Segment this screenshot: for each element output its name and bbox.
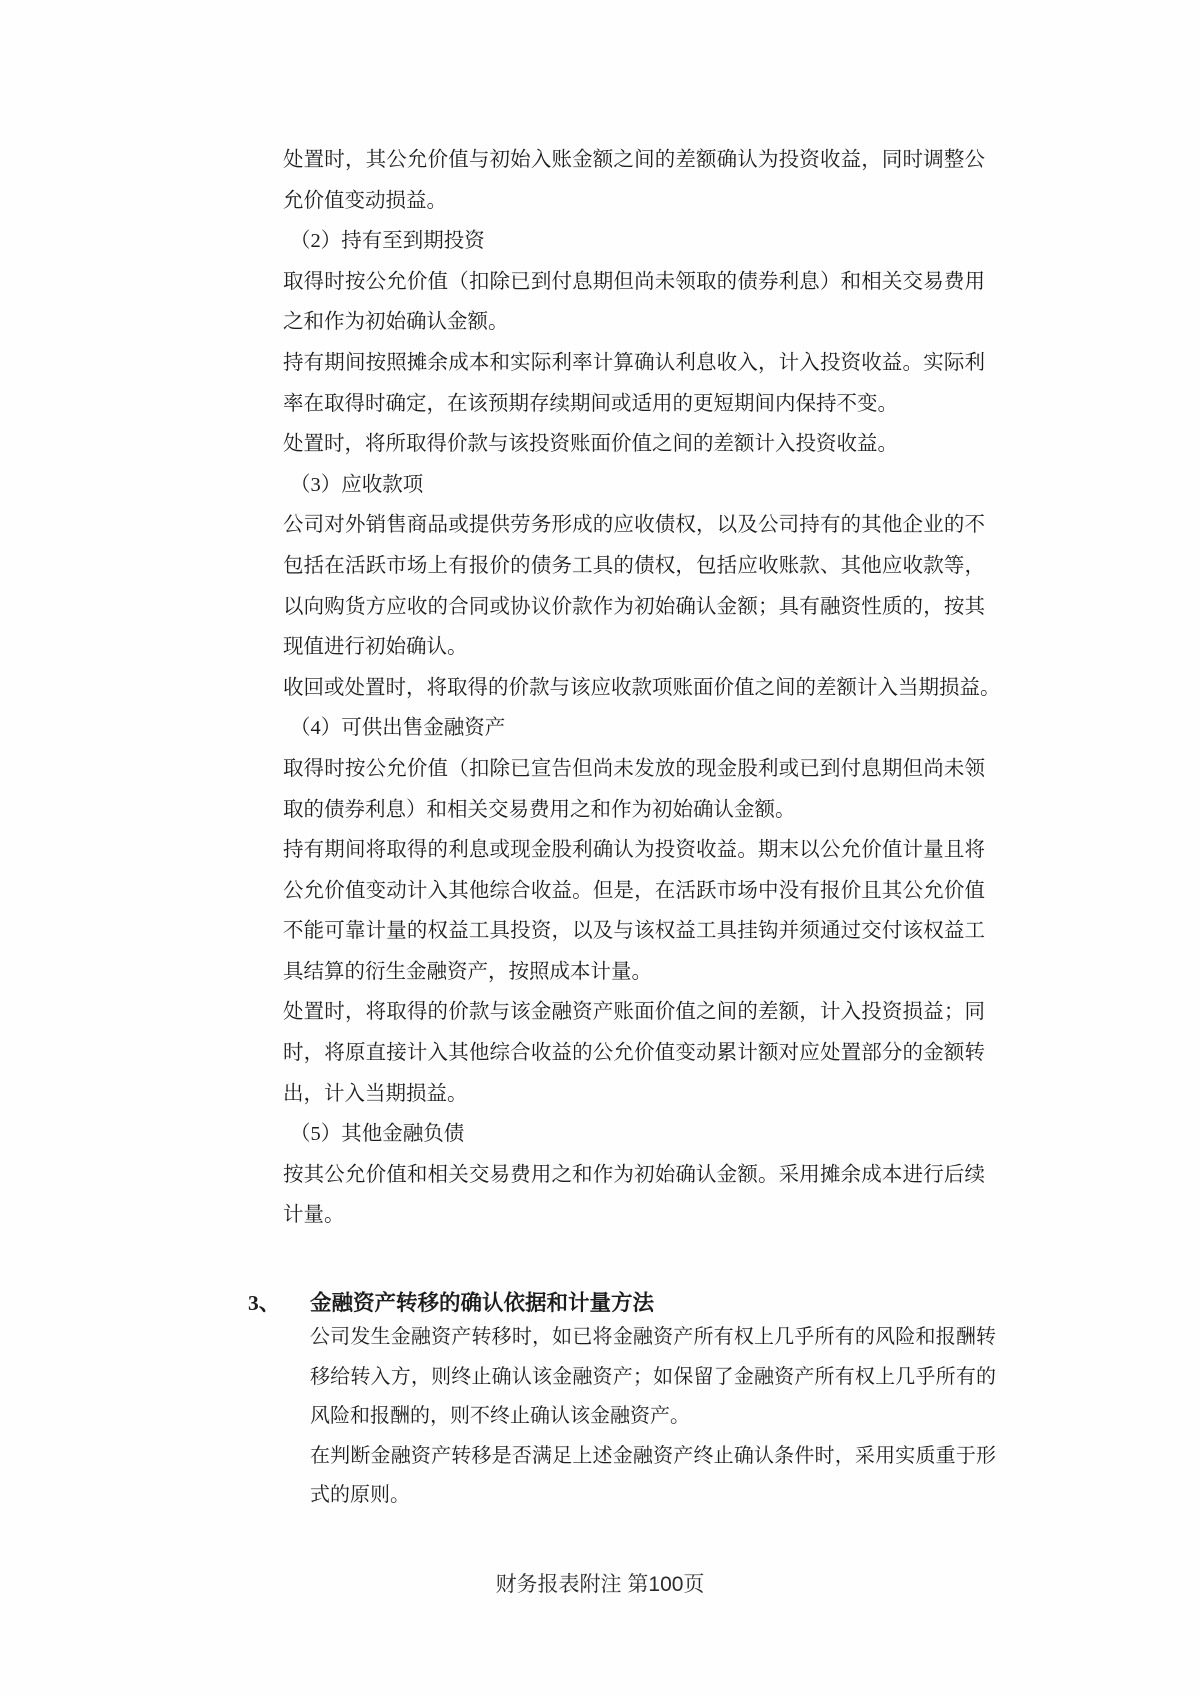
text-line: 现值进行初始确认。 <box>283 636 468 659</box>
text-line: 移给转入方，则终止确认该金融资产；如保留了金融资产所有权上几乎所有的 <box>310 1365 996 1388</box>
section-number: 3、 <box>248 1291 281 1315</box>
text-line: 处置时，将所取得价款与该投资账面价值之间的差额计入投资收益。 <box>283 433 898 456</box>
text-line: 持有期间将取得的利息或现金股利确认为投资收益。期末以公允价值计量且将 <box>283 839 985 862</box>
text-line: 允价值变动损益。 <box>283 189 447 212</box>
text-line: 公允价值变动计入其他综合收益。但是，在活跃市场中没有报价且其公允价值 <box>283 879 985 902</box>
text-line: 包括在活跃市场上有报价的债务工具的债权，包括应收账款、其他应收款等， <box>283 554 985 577</box>
text-line: 按其公允价值和相关交易费用之和作为初始确认金额。采用摊余成本进行后续 <box>283 1163 985 1186</box>
text-line: （5）其他金融负债 <box>290 1123 465 1146</box>
text-line: 收回或处置时，将取得的价款与该应收款项账面价值之间的差额计入当期损益。 <box>283 676 1001 699</box>
text-line: 率在取得时确定，在该预期存续期间或适用的更短期间内保持不变。 <box>283 392 898 415</box>
text-line: 公司对外销售商品或提供劳务形成的应收债权，以及公司持有的其他企业的不 <box>283 514 985 537</box>
text-line: 具结算的衍生金融资产，按照成本计量。 <box>283 960 652 983</box>
text-line: 不能可靠计量的权益工具投资，以及与该权益工具挂钩并须通过交付该权益工 <box>283 920 985 943</box>
text-line: 出，计入当期损益。 <box>283 1082 468 1105</box>
text-line: 公司发生金融资产转移时，如已将金融资产所有权上几乎所有的风险和报酬转 <box>310 1326 996 1348</box>
text-line: 持有期间按照摊余成本和实际利率计算确认利息收入，计入投资收益。实际利 <box>283 351 985 374</box>
financial-assets-measurement-text <box>283 140 1001 1236</box>
page-footer: 财务报表附注 第100页 <box>495 1573 705 1596</box>
section-title: 金融资产转移的确认依据和计量方法 <box>310 1291 655 1315</box>
section-heading <box>248 1288 1048 1318</box>
text-line: 在判断金融资产转移是否满足上述金融资产终止确认条件时，采用实质重于形 <box>310 1444 996 1467</box>
financial-asset-transfer-text <box>310 1318 996 1516</box>
text-line: 取的债券利息）和相关交易费用之和作为初始确认金额。 <box>283 798 796 821</box>
text-line: （3）应收款项 <box>290 473 424 496</box>
text-line: 处置时，其公允价值与初始入账金额之间的差额确认为投资收益，同时调整公 <box>283 149 985 171</box>
text-line: 取得时按公允价值（扣除已宣告但尚未发放的现金股利或已到付息期但尚未领 <box>283 757 985 780</box>
text-line: 时，将原直接计入其他综合收益的公允价值变动累计额对应处置部分的金额转 <box>283 1042 985 1065</box>
text-line: 取得时按公允价值（扣除已到付息期但尚未领取的债券利息）和相关交易费用 <box>283 270 985 293</box>
text-line: 风险和报酬的，则不终止确认该金融资产。 <box>310 1405 690 1428</box>
text-line: 处置时，将取得的价款与该金融资产账面价值之间的差额，计入投资损益；同 <box>283 1001 985 1024</box>
text-line: （4）可供出售金融资产 <box>290 717 506 740</box>
text-line: 式的原则。 <box>310 1484 410 1507</box>
text-line: （2）持有至到期投资 <box>290 230 485 253</box>
text-line: 以向购货方应收的合同或协议价款作为初始确认金额；具有融资性质的，按其 <box>283 595 985 618</box>
text-line: 之和作为初始确认金额。 <box>283 311 509 334</box>
text-line: 计量。 <box>283 1204 345 1227</box>
